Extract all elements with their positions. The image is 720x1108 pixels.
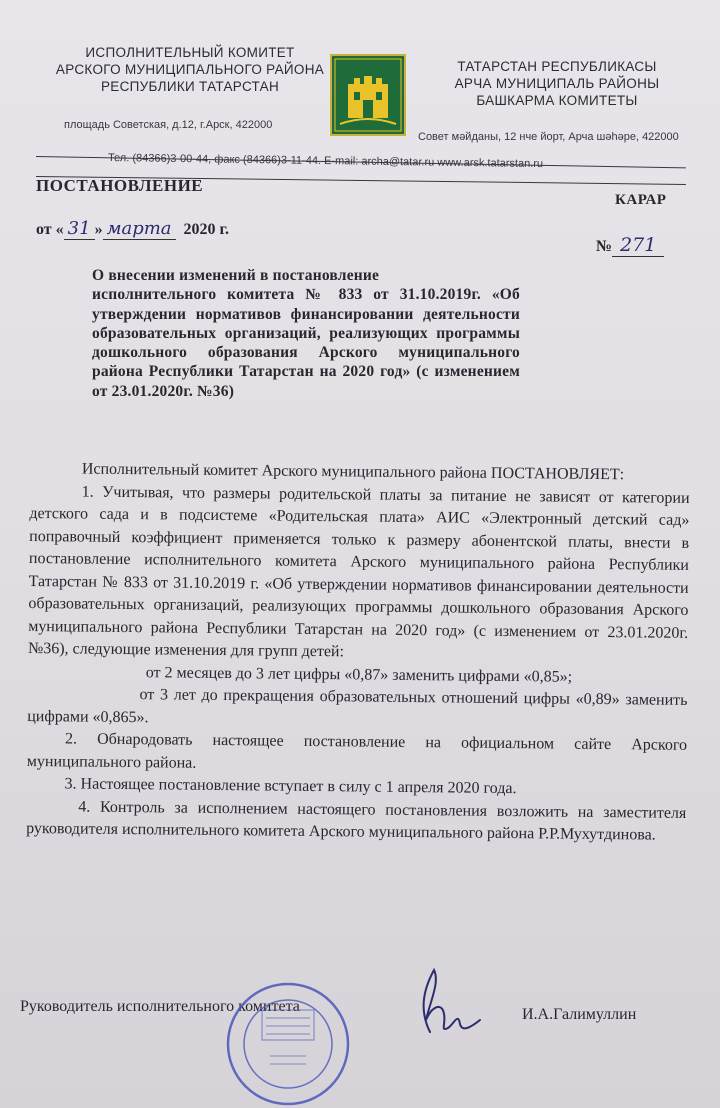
header-right-address: Совет мәйданы, 12 нче йорт, Арча шәһәре, 422000 <box>418 131 679 143</box>
document-type-ru: ПОСТАНОВЛЕНИЕ <box>36 176 204 195</box>
signatory-name: И.А.Галимуллин <box>522 1006 637 1023</box>
header-left-address: площадь Советская, д.12, г.Арск, 422000 <box>64 119 273 131</box>
header-right-line: БАШКАРМА КОМИТЕТЫ <box>476 93 638 108</box>
body-paragraph-4: 4. Контроль за исполнением настоящего постановления возложить на заместителя руководителя исполнительного комитета Арского муниципального района Р.Р.Мухутдинова. <box>26 798 687 844</box>
document-type-tt: КАРАР <box>615 192 667 208</box>
body-paragraph-1: 1. Учитывая, что размеры родительской платы за питание не зависят от категории детского сада и в подсистеме «Родительская плата» АИС «Электронный детский сад» поправочный коэффициент применяется только к размеру абонентской платы, внести в постановление исполнительного комитета Арского муниципального района Республики Татарстан № 833 от 31.10.2019 г. «Об утверждении нормативов финансировании деятельности образовательных организаций, реализующих программы дошкольного образования Арского муниципального района Республики Татарстан на 2020 год» (с изменением от 23.01.2020г. №36), следующие изменения для групп детей: <box>27 483 690 661</box>
date-prefix: от « <box>36 221 64 238</box>
date-year: 2020 г. <box>183 221 230 238</box>
document-title <box>92 266 520 401</box>
date-month-handwritten: марта <box>103 218 176 240</box>
coat-of-arms-emblem <box>330 54 406 136</box>
header-right-org <box>412 58 702 109</box>
title-first-line: О внесении изменений в постановление <box>92 267 380 284</box>
header-left-line: ИСПОЛНИТЕЛЬНЫЙ КОМИТЕТ <box>85 45 295 60</box>
document-body <box>26 458 690 847</box>
title-rest: исполнительного комитета № 833 от 31.10.2019г. «Об утверждении нормативов финансировании деятельности образовательных организаций, реализующих программы дошкольного образования Арского муниципального района Республики Татарстан на 2020 год» (с изменением от 23.01.2020г. №36) <box>92 286 520 400</box>
header-right-line: ТАТАРСТАН РЕСПУБЛИКАСЫ <box>457 59 657 74</box>
signatory-position: Руководитель исполнительного комитета <box>20 998 300 1015</box>
handwritten-signature <box>400 962 490 1042</box>
number-prefix: № <box>596 238 613 255</box>
number-handwritten: 271 <box>612 234 664 257</box>
document-date <box>36 218 229 239</box>
header-left-line: АРСКОГО МУНИЦИПАЛЬНОГО РАЙОНА <box>55 62 325 77</box>
body-paragraph-3: 3. Настоящее постановление вступает в силу с 1 апреля 2020 года. <box>64 775 517 798</box>
body-intro: Исполнительный комитет Арского муниципального района ПОСТАНОВЛЯЕТ: <box>81 460 625 484</box>
header-right-line: АРЧА МУНИЦИПАЛЬ РАЙОНЫ <box>454 76 660 91</box>
document-number <box>596 234 664 256</box>
date-day-handwritten: 31 <box>64 218 95 240</box>
header-left-line: РЕСПУБЛИКИ ТАТАРСТАН <box>100 79 280 94</box>
header-contacts: Тел. (84366)3-00-44, факс (84366)3-11-44. E-mail: archa@tatar.ru www.arsk.tatarstan.ru <box>107 152 544 171</box>
body-paragraph-2: 2. Обнародовать настоящее постановление на официальном сайте Арского муниципального района. <box>26 730 688 772</box>
official-seal-stamp <box>206 978 370 1108</box>
date-mid: » <box>94 221 103 238</box>
body-paragraph-1b: от 3 лет до прекращения образовательных отношений цифры «0,89» заменить цифрами «0,865». <box>27 686 688 726</box>
header-left-org <box>40 44 340 95</box>
body-paragraph-1a: от 2 месяцев до 3 лет цифры «0,87» заменить цифрами «0,85»; <box>145 663 573 686</box>
